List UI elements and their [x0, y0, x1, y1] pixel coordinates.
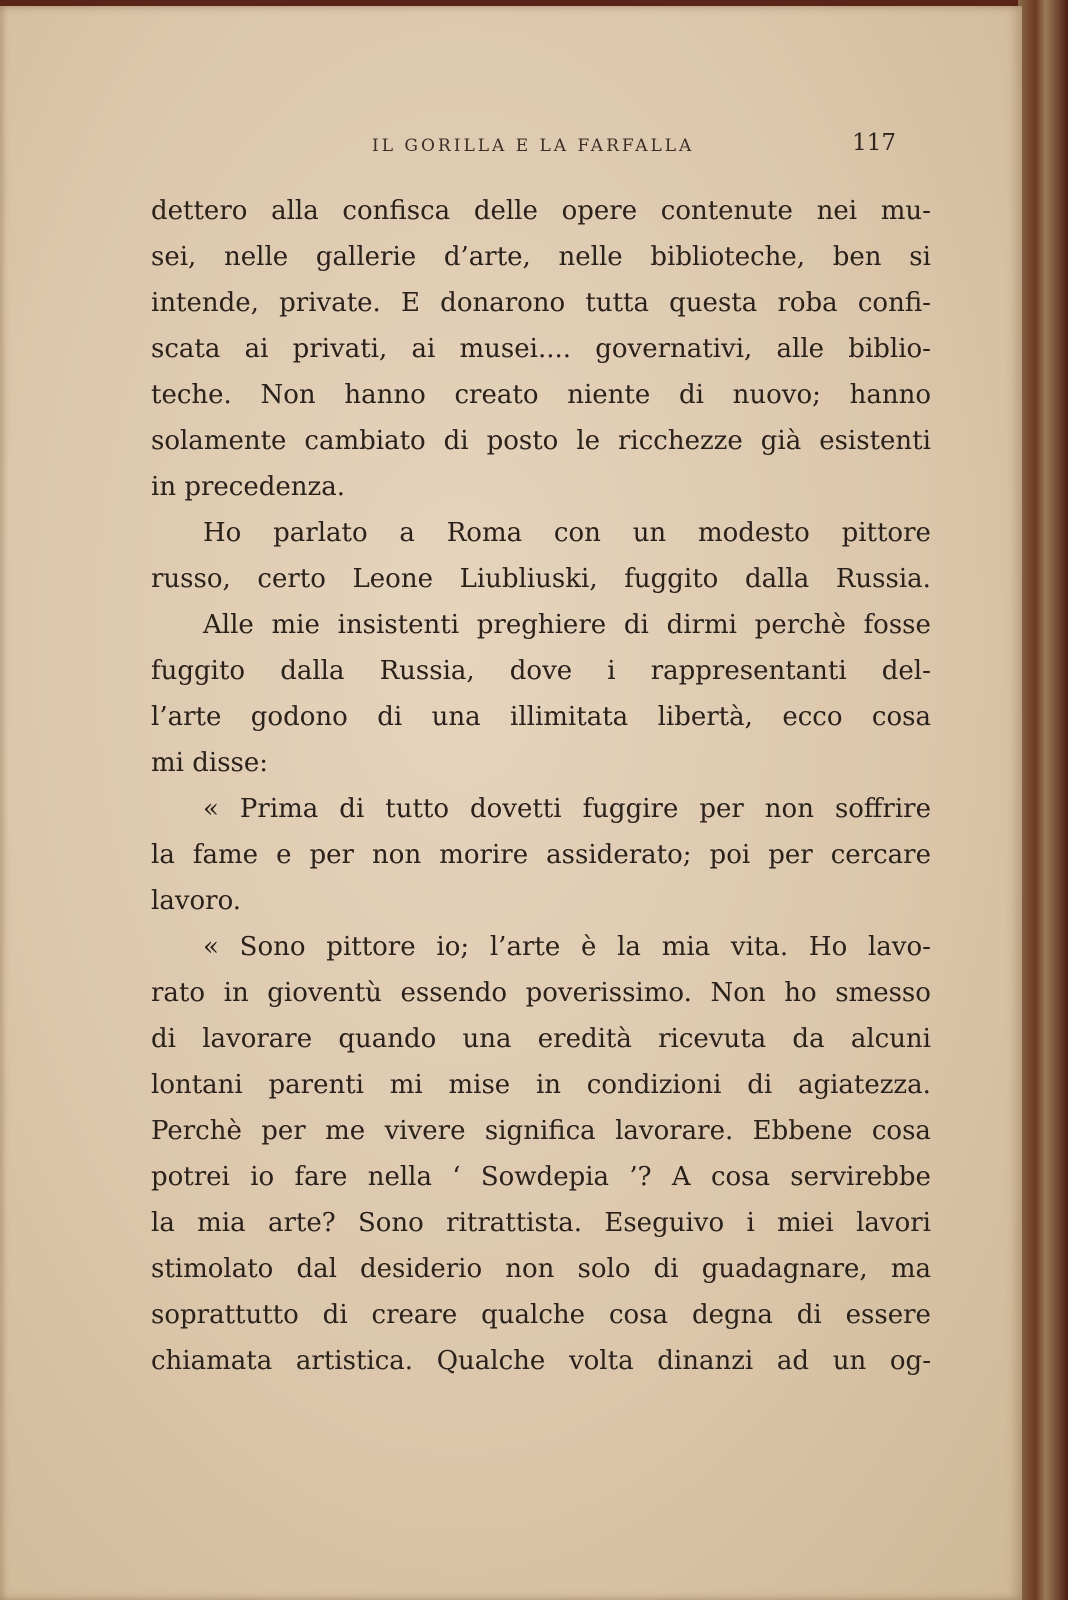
text-line: mi disse: [151, 748, 269, 778]
text-line: di lavorare quando una eredità ricevuta da alcuni [151, 1024, 931, 1054]
text-line: in precedenza. [151, 472, 345, 502]
text-line: rato in gioventù essendo poverissimo. Non ho smesso [151, 978, 931, 1008]
book-edge [1018, 0, 1068, 1600]
text-line: chiamata artistica. Qualche volta dinanzi ad un og- [151, 1346, 931, 1376]
text-line: « Prima di tutto dovetti fuggire per non soffrire [203, 794, 931, 824]
body-text [151, 188, 931, 1384]
text-line: intende, private. E donarono tutta questa roba confi- [151, 288, 931, 318]
book-page [0, 6, 1022, 1600]
text-line: lontani parenti mi mise in condizioni di agiatezza. [151, 1070, 931, 1100]
text-line: solamente cambiato di posto le ricchezze già esistenti [151, 426, 931, 456]
text-line: teche. Non hanno creato niente di nuovo; hanno [151, 380, 931, 410]
text-line: stimolato dal desiderio non solo di guadagnare, ma [151, 1254, 931, 1284]
page-number: 117 [852, 130, 896, 156]
text-line: scata ai privati, ai musei.... governativi, alle biblio- [151, 334, 931, 364]
text-line: potrei io fare nella ‘ Sowdepia ’? A cosa servirebbe [151, 1162, 931, 1192]
text-line: l’arte godono di una illimitata libertà, ecco cosa [151, 702, 931, 732]
text-line: russo, certo Leone Liubliuski, fuggito dalla Russia. [151, 564, 931, 594]
text-line: Alle mie insistenti preghiere di dirmi perchè fosse [203, 610, 931, 640]
text-line: lavoro. [151, 886, 242, 916]
text-line: soprattutto di creare qualche cosa degna di essere [151, 1300, 931, 1330]
text-line: « Sono pittore io; l’arte è la mia vita. Ho lavo- [203, 932, 931, 962]
text-line: Ho parlato a Roma con un modesto pittore [203, 518, 931, 548]
text-line: dettero alla confisca delle opere contenute nei mu- [151, 196, 931, 226]
text-line: la fame e per non morire assiderato; poi per cercare [151, 840, 931, 870]
text-line: fuggito dalla Russia, dove i rappresentanti del- [151, 656, 931, 686]
text-line: Perchè per me vivere significa lavorare. Ebbene cosa [151, 1116, 931, 1146]
running-head [372, 130, 896, 160]
text-line: sei, nelle gallerie d’arte, nelle biblioteche, ben si [151, 242, 931, 272]
running-title: IL GORILLA E LA FARFALLA [372, 136, 695, 156]
text-line: la mia arte? Sono ritrattista. Eseguivo i miei lavori [151, 1208, 931, 1238]
